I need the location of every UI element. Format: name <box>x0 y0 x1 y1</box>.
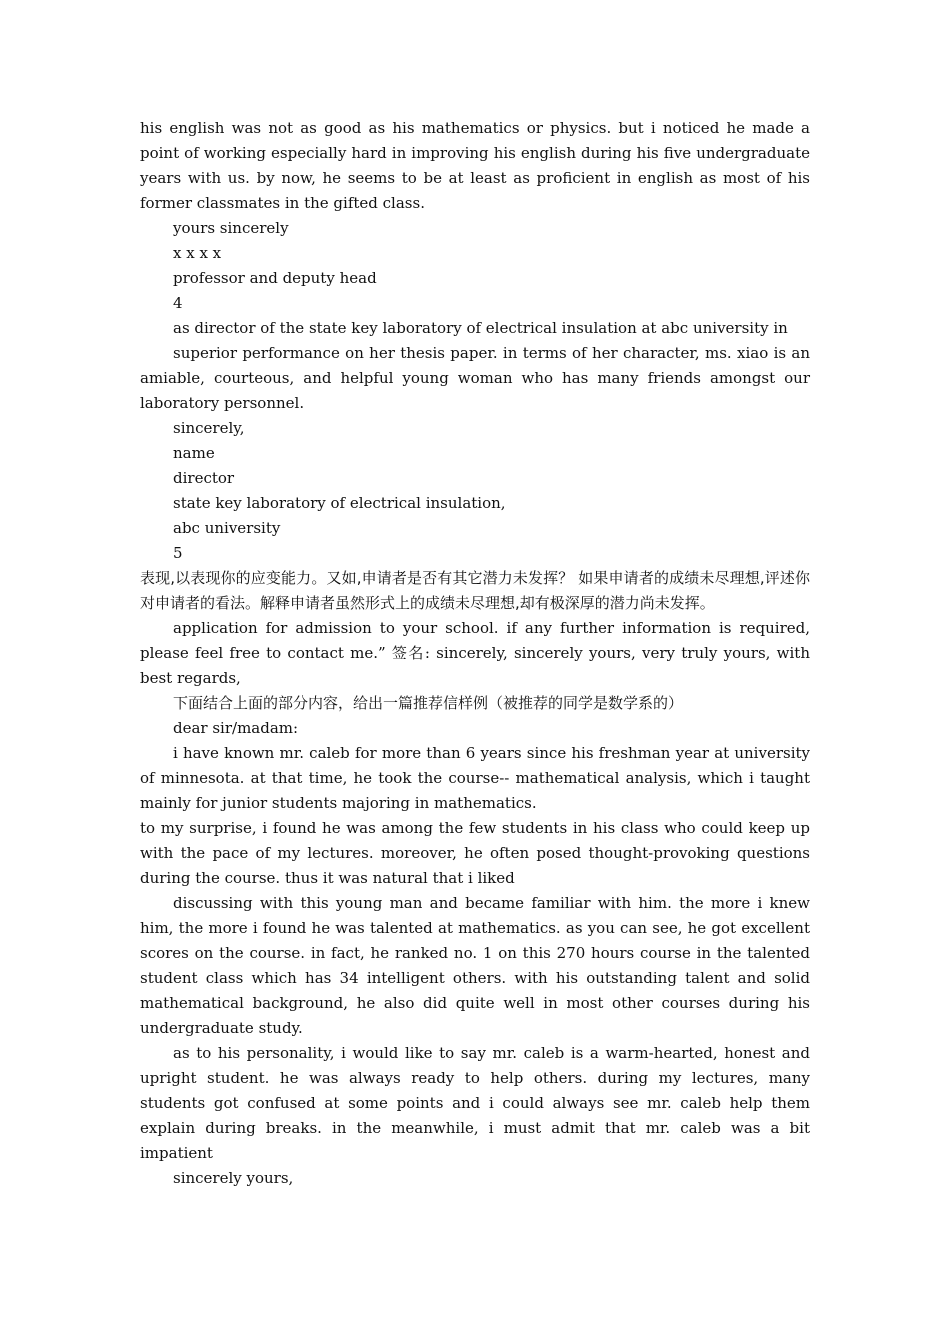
signer-name: name <box>173 444 215 462</box>
paragraph-thesis-performance: superior performance on her thesis paper. in terms of her character, ms. xiao is an amiable, courteous, and helpful young woman who has many friends amongst our laboratory personnel. <box>140 344 810 412</box>
paragraph-director-intro: as director of the state key laboratory of electrical insulation at abc university in <box>173 319 788 337</box>
paragraph-english-proficiency: his english was not as good as his mathematics or physics. but i noticed he made a point of working especially hard in improving his english during his five undergraduate years with us. by now, he seems to be at least as proficient in english as most of his former classmates in the gifted class. <box>140 119 810 212</box>
signer-lab: state key laboratory of electrical insulation, <box>173 494 506 512</box>
letter-salutation: dear sir/madam: <box>173 719 299 737</box>
paragraph-surprise: to my surprise, i found he was among the few students in his class who could keep up with the pace of my lectures. moreover, he often posed thought-provoking questions during the course. thus it was natural that i liked <box>140 819 810 887</box>
signer-title: professor and deputy head <box>173 269 377 287</box>
closing-sincerely: sincerely, <box>173 419 245 437</box>
paragraph-personality: as to his personality, i would like to say mr. caleb is a warm-hearted, honest and upright student. he was always ready to help others. during my lectures, many students got confused at some points and i could always see mr. caleb help them explain during breaks. in the meanwhile, i must admit that mr. caleb was a bit impatient <box>140 1044 810 1162</box>
paragraph-closing-phrases: application for admission to your school. if any further information is required, please feel free to contact me.” 签名: sincerely, sincerely yours, very truly yours, with best regards, <box>140 619 810 687</box>
signer-university: abc university <box>173 519 281 537</box>
section-number-5: 5 <box>173 544 183 562</box>
signer-position: director <box>173 469 235 487</box>
sample-letter-heading: 下面结合上面的部分内容，给出一篇推荐信样例（被推荐的同学是数学系的） <box>173 694 684 712</box>
signature-placeholder: x x x x <box>173 244 222 262</box>
paragraph-chinese-advice: 表现,以表现你的应变能力。又如,申请者是否有其它潜力未发挥？ 如果申请者的成绩未尽理想,评述你对申请者的看法。解释申请者虽然形式上的成绩未尽理想,却有极深厚的潜力尚未发挥。 <box>140 569 810 612</box>
closing-yours-sincerely: yours sincerely <box>173 219 289 237</box>
document-page <box>140 116 810 1191</box>
paragraph-known-caleb: i have known mr. caleb for more than 6 years since his freshman year at university of minnesota. at that time, he took the course-- mathematical analysis, which i taught mainly for junior students majoring in mathematics. <box>140 744 810 812</box>
closing-sincerely-yours: sincerely yours, <box>173 1169 294 1187</box>
paragraph-talent: discussing with this young man and became familiar with him. the more i knew him, the more i found he was talented at mathematics. as you can see, he got excellent scores on the course. in fact, he ranked no. 1 on this 270 hours course in the talented student class which has 34 intelligent others. with his outstanding talent and solid mathematical background, he also did quite well in most other courses during his undergraduate study. <box>140 894 810 1037</box>
section-number-4: 4 <box>173 294 183 312</box>
